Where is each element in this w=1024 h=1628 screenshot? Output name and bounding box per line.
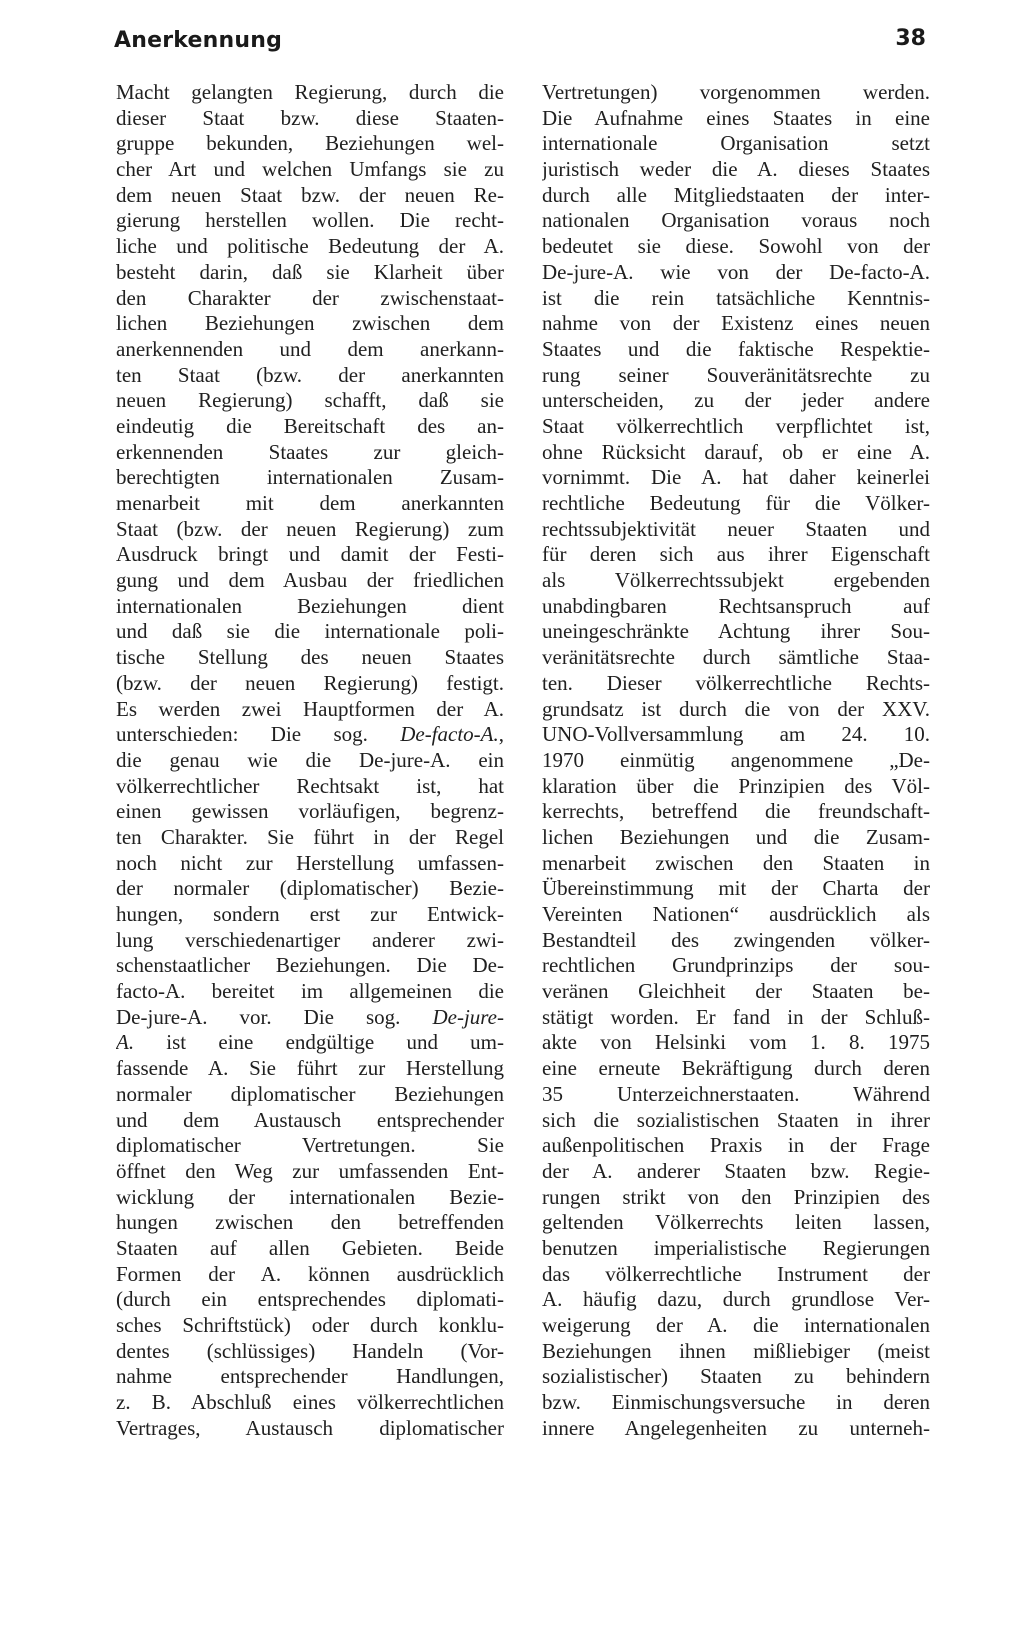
text-line: A. häufig dazu, durch grundlose Ver-: [542, 1287, 930, 1312]
text-line: Beziehungen ihnen mißliebiger (meist: [542, 1338, 930, 1363]
text-line: weigerung der A. die internationalen: [542, 1313, 930, 1337]
text-line: ten. Dieser völkerrechtliche Rechts-: [542, 670, 930, 695]
text-line: Vereinten Nationen“ ausdrücklich als: [542, 902, 930, 926]
text-line: De-jure-A. wie von der De-facto-A.: [542, 259, 930, 284]
text-line: menarbeit zwischen den Staaten in: [542, 850, 930, 875]
text-line: grundsatz ist durch die von der XXV.: [542, 696, 930, 721]
text-line: klaration über die Prinzipien des Völ-: [542, 773, 930, 798]
text-line: Staates und die faktische Respektie-: [542, 336, 930, 361]
text-line: berechtigten internationalen Zusam-: [116, 465, 504, 490]
text-line: hungen zwischen den betreffenden: [116, 1210, 504, 1235]
text-line: (durch ein entsprechendes diplomati-: [116, 1287, 504, 1312]
text-line: Vertretungen) vorgenommen werden.: [542, 80, 930, 104]
text-line: (bzw. der neuen Regierung) festigt.: [116, 670, 504, 695]
text-line: tische Stellung des neuen Staates: [116, 645, 504, 670]
text-line: rung seiner Souveränitätsrechte zu: [542, 362, 930, 387]
text-line: Staaten auf allen Gebieten. Beide: [116, 1235, 504, 1260]
text-line: die genau wie die De-jure-A. ein: [116, 747, 504, 772]
text-line: dentes (schlüssiges) Handeln (Vor-: [116, 1338, 504, 1363]
text-line: unterscheiden, zu der jeder andere: [542, 388, 930, 413]
text-line: Staat (bzw. der neuen Regierung) zum: [116, 516, 504, 541]
text-line: vornimmt. Die A. hat daher keinerlei: [542, 465, 930, 490]
text-line: durch alle Mitgliedstaaten der inter-: [542, 182, 930, 207]
text-line: A. ist eine endgültige und um-: [116, 1030, 504, 1055]
text-line: Ausdruck bringt und damit der Festi-: [116, 542, 504, 567]
text-line: De-jure-A. vor. Die sog. De-jure-: [116, 1004, 504, 1029]
text-line: lung verschiedenartiger anderer zwi-: [116, 927, 504, 952]
text-line: und daß sie die internationale poli-: [116, 619, 504, 644]
text-line: menarbeit mit dem anerkannten: [116, 491, 504, 515]
text-line: einen gewissen vorläufigen, begrenz-: [116, 799, 504, 824]
text-line: dieser Staat bzw. diese Staaten-: [116, 105, 504, 130]
text-line: dem neuen Staat bzw. der neuen Re-: [116, 182, 504, 207]
text-line: veränen Gleichheit der Staaten be-: [542, 979, 930, 1004]
text-line: sozialistischer) Staaten zu behindern: [542, 1364, 930, 1389]
text-line: noch nicht zur Herstellung umfassen-: [116, 850, 504, 875]
text-line: außenpolitischen Praxis in der Frage: [542, 1133, 930, 1158]
text-line: sich die sozialistischen Staaten in ihrer: [542, 1107, 930, 1132]
text-line: liche und politische Bedeutung der A.: [116, 234, 504, 259]
text-line: als Völkerrechtssubjekt ergebenden: [542, 568, 930, 593]
text-line: ten Staat (bzw. der anerkannten: [116, 362, 504, 387]
text-line: geltenden Völkerrechts leiten lassen,: [542, 1210, 930, 1235]
text-line: fassende A. Sie führt zur Herstellung: [116, 1056, 504, 1081]
text-line: veränitätsrechte durch sämtliche Staa-: [542, 645, 930, 670]
text-line: Staat völkerrechtlich verpflichtet ist,: [542, 413, 930, 438]
text-line: gierung herstellen wollen. Die recht-: [116, 208, 504, 233]
text-line: Vertrages, Austausch diplomatischer: [116, 1415, 504, 1440]
text-line: innere Angelegenheiten zu unterneh-: [542, 1415, 930, 1440]
text-line: 1970 einmütig angenommene „De-: [542, 747, 930, 772]
text-line: rechtssubjektivität neuer Staaten und: [542, 516, 930, 541]
text-line: wicklung der internationalen Bezie-: [116, 1184, 504, 1209]
text-line: lichen Beziehungen und die Zusam-: [542, 824, 930, 849]
text-line: rungen strikt von den Prinzipien des: [542, 1184, 930, 1209]
text-line: juristisch weder die A. dieses Staates: [542, 157, 930, 182]
text-line: unabdingbaren Rechtsanspruch auf: [542, 593, 930, 618]
running-head: Anerkennung: [114, 28, 283, 53]
text-line: diplomatischer Vertretungen. Sie: [116, 1133, 504, 1158]
text-line: gung und dem Ausbau der friedlichen: [116, 568, 504, 593]
text-line: für deren sich aus ihrer Eigenschaft: [542, 542, 930, 567]
text-line: anerkennenden und dem anerkann-: [116, 336, 504, 361]
text-line: kerrechts, betreffend die freundschaft-: [542, 799, 930, 824]
text-line: erkennenden Staates zur gleich-: [116, 439, 504, 464]
text-line: Die Aufnahme eines Staates in eine: [542, 105, 930, 130]
text-line: öffnet den Weg zur umfassenden Ent-: [116, 1158, 504, 1183]
text-line: das völkerrechtliche Instrument der: [542, 1261, 930, 1286]
text-line: lichen Beziehungen zwischen dem: [116, 311, 504, 336]
text-line: besteht darin, daß sie Klarheit über: [116, 259, 504, 284]
text-line: unterschieden: Die sog. De-facto-A.,: [116, 722, 504, 747]
text-line: ist die rein tatsächliche Kenntnis-: [542, 285, 930, 310]
text-line: facto-A. bereitet im allgemeinen die: [116, 979, 504, 1004]
text-line: UNO-Vollversammlung am 24. 10.: [542, 722, 930, 747]
text-line: stätigt worden. Er fand in der Schluß-: [542, 1004, 930, 1029]
text-line: Übereinstimmung mit der Charta der: [542, 876, 930, 901]
text-line: Es werden zwei Hauptformen der A.: [116, 696, 504, 721]
text-line: 35 Unterzeichnerstaaten. Während: [542, 1081, 930, 1106]
text-line: sches Schriftstück) oder durch konklu-: [116, 1313, 504, 1337]
text-line: bedeutet sie diese. Sowohl von der: [542, 234, 930, 259]
text-line: nahme entsprechender Handlungen,: [116, 1364, 504, 1389]
page-number: 38: [895, 26, 926, 51]
text-line: uneingeschränkte Achtung ihrer Sou-: [542, 619, 930, 644]
text-line: den Charakter der zwischenstaat-: [116, 285, 504, 310]
text-line: rechtlichen Grundprinzips der sou-: [542, 953, 930, 978]
text-line: hungen, sondern erst zur Entwick-: [116, 902, 504, 926]
text-line: normaler diplomatischer Beziehungen: [116, 1081, 504, 1106]
text-line: bzw. Einmischungsversuche in deren: [542, 1390, 930, 1415]
text-line: der normaler (diplomatischer) Bezie-: [116, 876, 504, 901]
text-line: nahme von der Existenz eines neuen: [542, 311, 930, 336]
text-line: eine erneute Bekräftigung durch deren: [542, 1056, 930, 1081]
text-line: Bestandteil des zwingenden völker-: [542, 927, 930, 952]
text-line: und dem Austausch entsprechender: [116, 1107, 504, 1132]
text-line: internationalen Beziehungen dient: [116, 593, 504, 618]
text-line: eindeutig die Bereitschaft des an-: [116, 413, 504, 438]
text-line: benutzen imperialistische Regierungen: [542, 1235, 930, 1260]
text-line: akte von Helsinki vom 1. 8. 1975: [542, 1030, 930, 1055]
text-line: ohne Rücksicht darauf, ob er eine A.: [542, 439, 930, 464]
text-line: internationale Organisation setzt: [542, 131, 930, 156]
text-line: neuen Regierung) schafft, daß sie: [116, 388, 504, 413]
text-line: schenstaatlicher Beziehungen. Die De-: [116, 953, 504, 978]
right-text-column: [542, 80, 930, 1441]
text-line: gruppe bekunden, Beziehungen wel-: [116, 131, 504, 156]
text-line: der A. anderer Staaten bzw. Regie-: [542, 1158, 930, 1183]
text-line: nationalen Organisation voraus noch: [542, 208, 930, 233]
left-text-column: [116, 80, 504, 1441]
text-line: völkerrechtlicher Rechtsakt ist, hat: [116, 773, 504, 798]
text-line: cher Art und welchen Umfangs sie zu: [116, 157, 504, 182]
text-line: rechtliche Bedeutung für die Völker-: [542, 491, 930, 515]
text-line: Formen der A. können ausdrücklich: [116, 1261, 504, 1286]
text-line: ten Charakter. Sie führt in der Regel: [116, 824, 504, 849]
text-line: z. B. Abschluß eines völkerrechtlichen: [116, 1390, 504, 1415]
text-line: Macht gelangten Regierung, durch die: [116, 80, 504, 104]
